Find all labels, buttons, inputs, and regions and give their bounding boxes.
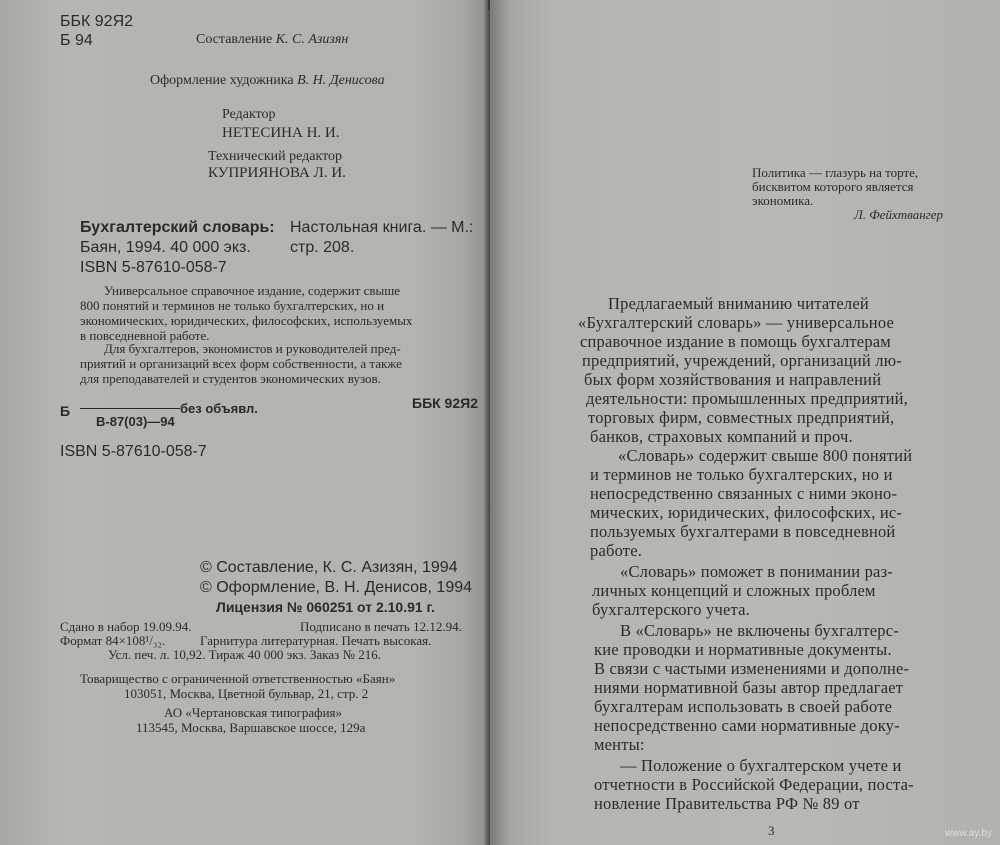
imprint-cell: Формат 84×108¹/₃₂. <box>60 633 166 648</box>
body-line: предприятий, учреждений, организаций лю- <box>582 351 902 370</box>
body-line: новление Правительства РФ № 89 от <box>594 794 860 813</box>
imprint-cell: Гарнитура литературная. Печать высокая. <box>200 633 432 648</box>
body-line: мических, юридических, философских, ис- <box>590 503 903 522</box>
bib-title: Бухгалтерский словарь: <box>80 219 275 236</box>
license: Лицензия № 060251 от 2.10.91 г. <box>216 599 435 615</box>
editor-name: НЕТЕСИНА Н. И. <box>222 125 340 141</box>
body-line: «Бухгалтерский словарь» — универсальное <box>578 313 895 332</box>
fraction-denominator: В-87(03)—94 <box>96 414 175 429</box>
copyright-compiler: © Составление, К. С. Азизян, 1994 <box>200 559 458 576</box>
body-line: В связи с частыми изменениями и дополне- <box>594 659 910 678</box>
body-line: бухгалтерам использовать в своей работе <box>594 697 893 716</box>
copyright-design: © Оформление, В. Н. Денисов, 1994 <box>200 579 473 596</box>
page-number: 3 <box>768 823 775 838</box>
body-line: банков, страховых компаний и проч. <box>590 427 853 446</box>
bbk-code-bottom: ББК 92Я2 <box>412 395 478 411</box>
right-page <box>490 0 1000 845</box>
body-line: кие проводки и нормативные документы. <box>594 640 892 659</box>
bbk-code-top: ББК 92Я2 <box>60 13 134 30</box>
isbn-bottom: ISBN 5-87610-058-7 <box>60 443 207 460</box>
editor-label: Редактор <box>222 107 276 122</box>
isbn-top: ISBN 5-87610-058-7 <box>80 259 227 276</box>
artist-credit: Оформление художника В. Н. Денисова <box>150 73 385 88</box>
left-page <box>0 0 488 845</box>
annotation-line: 800 понятий и терминов не только бухгалтерских, но и <box>80 298 385 313</box>
body-line: справочное издание в помощь бухгалтерам <box>580 332 891 351</box>
body-line: ниями нормативной базы автор предлагает <box>594 678 904 697</box>
body-line: пользуемых бухгалтерами в повседневной <box>590 522 896 541</box>
tech-editor-label: Технический редактор <box>208 149 343 164</box>
body-line: отчетности в Российской Федерации, поста- <box>594 775 914 794</box>
body-line: В «Словарь» не включены бухгалтерс- <box>620 621 899 640</box>
printer-name: АО «Чертановская типография» <box>164 705 343 720</box>
fraction-bar <box>80 408 180 409</box>
body-line: — Положение о бухгалтерском учете и <box>620 756 902 775</box>
annotation-line: для преподавателей и студентов экономических вузов. <box>80 371 381 386</box>
annotation-line: в повседневной работе. <box>80 328 210 343</box>
annotation-line: Универсальное справочное издание, содержит свыше <box>104 283 401 298</box>
author-mark: Б 94 <box>60 32 93 49</box>
body-line: непосредственно связанных с ними эконо- <box>590 484 898 503</box>
body-line: работе. <box>590 541 643 560</box>
body-line: торговых фирм, совместных предприятий, <box>588 408 895 427</box>
body-line: личных концепций и сложных проблем <box>592 581 876 600</box>
bib-subtitle: Настольная книга. — М.: <box>290 219 474 236</box>
epigraph-line: экономика. <box>752 193 814 208</box>
annotation-line: Для бухгалтеров, экономистов и руководителей пред- <box>104 341 401 356</box>
body-line: менты: <box>594 735 645 754</box>
bib-pages: стр. 208. <box>290 239 355 256</box>
compiler-credit: Составление К. С. Азизян <box>196 32 349 47</box>
imprint-cell: Подписано в печать 12.12.94. <box>300 619 462 634</box>
body-line: непосредственно сами нормативные доку- <box>594 716 900 735</box>
body-line: бых форм хозяйствования и направлений <box>584 370 882 389</box>
epigraph-line: бисквитом которого является <box>752 179 914 194</box>
publisher-address: 103051, Москва, Цветной бульвар, 21, стр. 2 <box>124 686 369 701</box>
epigraph-line: Политика — глазурь на торте, <box>752 165 919 180</box>
fraction-letter: Б <box>60 403 71 419</box>
publisher-name: Товарищество с ограниченной ответственностью «Баян» <box>80 671 396 686</box>
epigraph-author: Л. Фейхтвангер <box>854 207 944 222</box>
body-line: Предлагаемый вниманию читателей <box>608 294 869 313</box>
imprint-cell: Сдано в набор 19.09.94. <box>60 619 192 634</box>
tech-editor-name: КУПРИЯНОВА Л. И. <box>208 165 346 181</box>
body-line: «Словарь» содержит свыше 800 понятий <box>618 446 913 465</box>
fraction-note: без объявл. <box>180 401 258 416</box>
bib-publication: Баян, 1994. 40 000 экз. <box>80 239 251 256</box>
body-line: бухгалтерского учета. <box>592 600 750 619</box>
imprint-cell: Усл. печ. л. 10,92. Тираж 40 000 экз. Заказ № 216. <box>108 647 381 662</box>
body-line: и терминов не только бухгалтерских, но и <box>590 465 893 484</box>
annotation-line: экономических, юридических, философских, используемых <box>80 313 413 328</box>
body-line: деятельности: промышленных предприятий, <box>586 389 908 408</box>
watermark: www.ay.by <box>944 828 992 839</box>
body-line: «Словарь» поможет в понимании раз- <box>620 562 893 581</box>
printer-address: 113545, Москва, Варшавское шоссе, 129а <box>136 720 366 735</box>
annotation-line: приятий и организаций всех форм собственности, а также <box>80 356 402 371</box>
